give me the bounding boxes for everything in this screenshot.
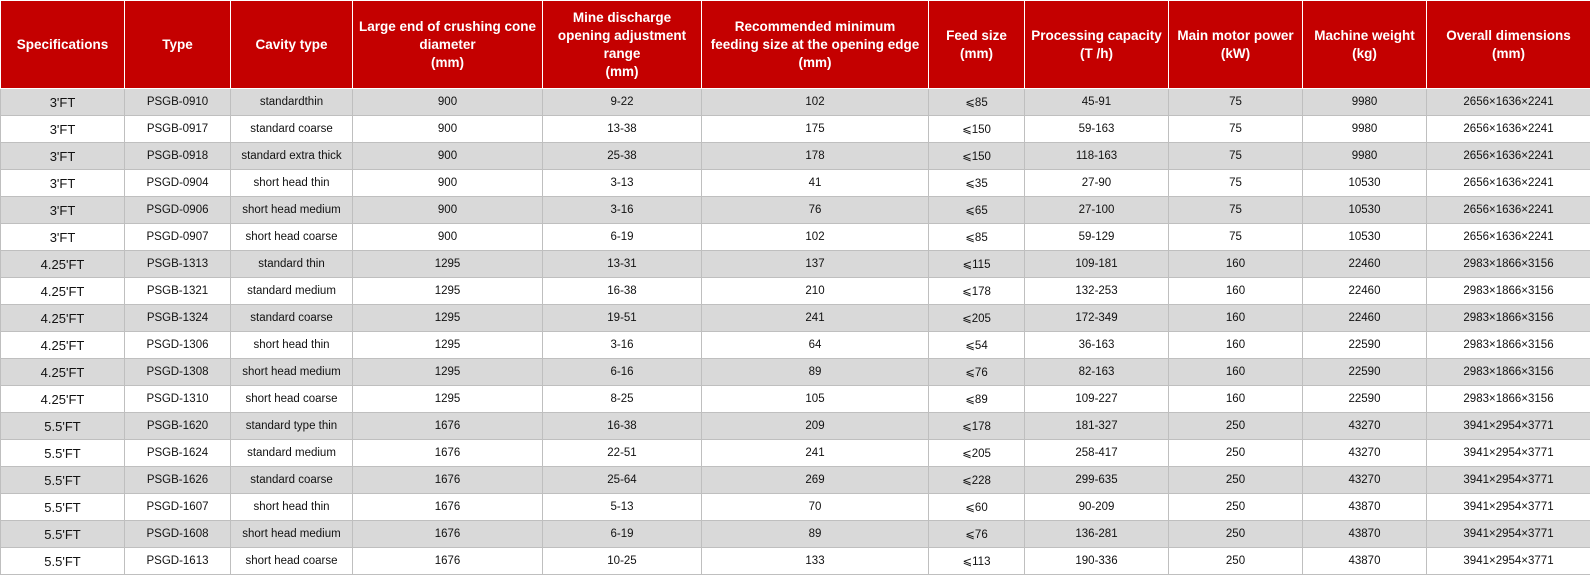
header-min-feeding-size: Recommended minimum feeding size at the opening edge (mm) [702, 1, 929, 89]
cell-processing-capacity: 132-253 [1025, 278, 1169, 305]
header-specifications: Specifications [1, 1, 125, 89]
cell-type: PSGD-1613 [125, 548, 231, 575]
cell-cone-diameter: 1676 [353, 467, 543, 494]
cell-specification: 5.5'FT [1, 494, 125, 521]
cell-specification: 5.5'FT [1, 521, 125, 548]
table-row [1, 251, 1590, 278]
cell-machine-weight: 22460 [1303, 278, 1427, 305]
cell-feed-size: ⩽178 [929, 413, 1025, 440]
cell-min-feeding-size: 102 [702, 224, 929, 251]
cell-min-feeding-size: 209 [702, 413, 929, 440]
cell-discharge-range: 13-38 [543, 116, 702, 143]
table-row [1, 332, 1590, 359]
cell-processing-capacity: 82-163 [1025, 359, 1169, 386]
cell-discharge-range: 25-64 [543, 467, 702, 494]
cell-machine-weight: 22460 [1303, 251, 1427, 278]
cell-specification: 4.25'FT [1, 251, 125, 278]
cell-cone-diameter: 1295 [353, 305, 543, 332]
table-row [1, 359, 1590, 386]
cell-overall-dimensions: 3941×2954×3771 [1427, 548, 1590, 575]
cell-type: PSGB-1321 [125, 278, 231, 305]
header-cavity-type: Cavity type [231, 1, 353, 89]
cell-specification: 5.5'FT [1, 548, 125, 575]
table-row [1, 197, 1590, 224]
cell-type: PSGB-0917 [125, 116, 231, 143]
cell-cone-diameter: 1676 [353, 494, 543, 521]
cell-overall-dimensions: 2983×1866×3156 [1427, 278, 1590, 305]
cell-specification: 3'FT [1, 197, 125, 224]
cell-processing-capacity: 90-209 [1025, 494, 1169, 521]
cell-type: PSGD-1308 [125, 359, 231, 386]
cell-cavity-type: standard coarse [231, 305, 353, 332]
cell-min-feeding-size: 70 [702, 494, 929, 521]
cell-specification: 3'FT [1, 89, 125, 116]
header-motor-power: Main motor power (kW) [1169, 1, 1303, 89]
cell-type: PSGB-1626 [125, 467, 231, 494]
cell-type: PSGD-0907 [125, 224, 231, 251]
header-row [1, 1, 1590, 89]
cell-specification: 5.5'FT [1, 467, 125, 494]
cell-processing-capacity: 59-129 [1025, 224, 1169, 251]
cell-overall-dimensions: 2983×1866×3156 [1427, 305, 1590, 332]
cell-motor-power: 160 [1169, 305, 1303, 332]
cell-type: PSGB-1624 [125, 440, 231, 467]
cell-min-feeding-size: 105 [702, 386, 929, 413]
cell-motor-power: 250 [1169, 440, 1303, 467]
cell-cone-diameter: 900 [353, 224, 543, 251]
cell-machine-weight: 9980 [1303, 116, 1427, 143]
cell-type: PSGB-1620 [125, 413, 231, 440]
table-row [1, 386, 1590, 413]
cell-type: PSGD-1310 [125, 386, 231, 413]
cell-specification: 3'FT [1, 143, 125, 170]
cell-specification: 5.5'FT [1, 440, 125, 467]
cell-min-feeding-size: 102 [702, 89, 929, 116]
cell-motor-power: 160 [1169, 278, 1303, 305]
header-machine-weight: Machine weight (kg) [1303, 1, 1427, 89]
cell-processing-capacity: 172-349 [1025, 305, 1169, 332]
cell-overall-dimensions: 3941×2954×3771 [1427, 440, 1590, 467]
cell-overall-dimensions: 2656×1636×2241 [1427, 143, 1590, 170]
cell-discharge-range: 16-38 [543, 278, 702, 305]
cell-motor-power: 75 [1169, 224, 1303, 251]
cell-specification: 4.25'FT [1, 305, 125, 332]
cell-machine-weight: 43270 [1303, 440, 1427, 467]
cell-processing-capacity: 136-281 [1025, 521, 1169, 548]
cell-machine-weight: 10530 [1303, 224, 1427, 251]
cell-cone-diameter: 900 [353, 116, 543, 143]
cell-cone-diameter: 1676 [353, 413, 543, 440]
cell-overall-dimensions: 2983×1866×3156 [1427, 386, 1590, 413]
cell-discharge-range: 3-13 [543, 170, 702, 197]
cell-motor-power: 250 [1169, 521, 1303, 548]
cell-min-feeding-size: 241 [702, 440, 929, 467]
cell-cone-diameter: 1295 [353, 332, 543, 359]
cell-min-feeding-size: 76 [702, 197, 929, 224]
cell-type: PSGB-1313 [125, 251, 231, 278]
cell-min-feeding-size: 175 [702, 116, 929, 143]
cell-overall-dimensions: 3941×2954×3771 [1427, 494, 1590, 521]
cell-feed-size: ⩽89 [929, 386, 1025, 413]
cell-machine-weight: 9980 [1303, 89, 1427, 116]
cell-specification: 4.25'FT [1, 332, 125, 359]
cell-motor-power: 75 [1169, 197, 1303, 224]
cell-machine-weight: 43870 [1303, 521, 1427, 548]
cell-cavity-type: short head medium [231, 359, 353, 386]
cell-overall-dimensions: 3941×2954×3771 [1427, 521, 1590, 548]
table-row [1, 521, 1590, 548]
cell-processing-capacity: 190-336 [1025, 548, 1169, 575]
cell-min-feeding-size: 269 [702, 467, 929, 494]
cell-specification: 3'FT [1, 170, 125, 197]
cell-machine-weight: 10530 [1303, 170, 1427, 197]
cell-discharge-range: 22-51 [543, 440, 702, 467]
table-row [1, 548, 1590, 575]
table-row [1, 89, 1590, 116]
cell-cavity-type: standard thin [231, 251, 353, 278]
cell-cavity-type: standardthin [231, 89, 353, 116]
cell-feed-size: ⩽150 [929, 116, 1025, 143]
cell-overall-dimensions: 2656×1636×2241 [1427, 89, 1590, 116]
cell-feed-size: ⩽113 [929, 548, 1025, 575]
cell-feed-size: ⩽178 [929, 278, 1025, 305]
cell-cavity-type: standard coarse [231, 467, 353, 494]
cell-specification: 3'FT [1, 116, 125, 143]
cell-motor-power: 160 [1169, 251, 1303, 278]
cell-min-feeding-size: 137 [702, 251, 929, 278]
cell-cone-diameter: 900 [353, 197, 543, 224]
cell-feed-size: ⩽76 [929, 521, 1025, 548]
cell-discharge-range: 19-51 [543, 305, 702, 332]
cell-processing-capacity: 299-635 [1025, 467, 1169, 494]
cell-discharge-range: 3-16 [543, 332, 702, 359]
cell-processing-capacity: 27-100 [1025, 197, 1169, 224]
cell-machine-weight: 22590 [1303, 332, 1427, 359]
cell-motor-power: 250 [1169, 548, 1303, 575]
table-row [1, 143, 1590, 170]
header-processing-capacity: Processing capacity (T /h) [1025, 1, 1169, 89]
cell-discharge-range: 13-31 [543, 251, 702, 278]
cell-overall-dimensions: 2983×1866×3156 [1427, 332, 1590, 359]
cell-processing-capacity: 45-91 [1025, 89, 1169, 116]
table-header [1, 1, 1590, 89]
cell-feed-size: ⩽60 [929, 494, 1025, 521]
table-row [1, 224, 1590, 251]
cell-specification: 3'FT [1, 224, 125, 251]
cell-motor-power: 75 [1169, 89, 1303, 116]
header-type: Type [125, 1, 231, 89]
cell-type: PSGD-0904 [125, 170, 231, 197]
cell-type: PSGB-1324 [125, 305, 231, 332]
cell-feed-size: ⩽150 [929, 143, 1025, 170]
cell-discharge-range: 6-19 [543, 521, 702, 548]
cell-feed-size: ⩽35 [929, 170, 1025, 197]
header-cone-diameter: Large end of crushing cone diameter (mm) [353, 1, 543, 89]
cell-feed-size: ⩽115 [929, 251, 1025, 278]
cell-cone-diameter: 1295 [353, 251, 543, 278]
cell-processing-capacity: 118-163 [1025, 143, 1169, 170]
cell-discharge-range: 8-25 [543, 386, 702, 413]
cell-motor-power: 250 [1169, 413, 1303, 440]
cell-overall-dimensions: 3941×2954×3771 [1427, 413, 1590, 440]
header-overall-dimensions: Overall dimensions (mm) [1427, 1, 1590, 89]
cell-motor-power: 75 [1169, 116, 1303, 143]
cell-cavity-type: standard medium [231, 440, 353, 467]
cell-cone-diameter: 1295 [353, 359, 543, 386]
cell-motor-power: 160 [1169, 359, 1303, 386]
cell-cone-diameter: 900 [353, 170, 543, 197]
cell-min-feeding-size: 89 [702, 521, 929, 548]
cell-discharge-range: 9-22 [543, 89, 702, 116]
header-feed-size: Feed size (mm) [929, 1, 1025, 89]
cell-cavity-type: standard coarse [231, 116, 353, 143]
cell-cavity-type: short head coarse [231, 224, 353, 251]
cell-machine-weight: 22460 [1303, 305, 1427, 332]
cell-processing-capacity: 59-163 [1025, 116, 1169, 143]
cell-discharge-range: 10-25 [543, 548, 702, 575]
table-row [1, 413, 1590, 440]
cell-min-feeding-size: 241 [702, 305, 929, 332]
cell-feed-size: ⩽85 [929, 224, 1025, 251]
cell-type: PSGD-1607 [125, 494, 231, 521]
table-row [1, 467, 1590, 494]
cell-overall-dimensions: 2656×1636×2241 [1427, 116, 1590, 143]
cell-cavity-type: short head thin [231, 332, 353, 359]
cell-motor-power: 160 [1169, 386, 1303, 413]
cell-feed-size: ⩽65 [929, 197, 1025, 224]
cell-overall-dimensions: 2656×1636×2241 [1427, 224, 1590, 251]
cell-discharge-range: 16-38 [543, 413, 702, 440]
cell-type: PSGB-0910 [125, 89, 231, 116]
cell-discharge-range: 25-38 [543, 143, 702, 170]
table-row [1, 305, 1590, 332]
cell-cavity-type: standard extra thick [231, 143, 353, 170]
cell-type: PSGD-1608 [125, 521, 231, 548]
cell-min-feeding-size: 210 [702, 278, 929, 305]
cell-cavity-type: short head thin [231, 170, 353, 197]
cell-specification: 4.25'FT [1, 359, 125, 386]
cell-min-feeding-size: 178 [702, 143, 929, 170]
cell-processing-capacity: 36-163 [1025, 332, 1169, 359]
cell-processing-capacity: 109-181 [1025, 251, 1169, 278]
cell-machine-weight: 9980 [1303, 143, 1427, 170]
cell-machine-weight: 43870 [1303, 494, 1427, 521]
cell-discharge-range: 5-13 [543, 494, 702, 521]
cell-cone-diameter: 1676 [353, 440, 543, 467]
cell-specification: 4.25'FT [1, 278, 125, 305]
table-row [1, 440, 1590, 467]
table-body [1, 89, 1590, 575]
cell-processing-capacity: 181-327 [1025, 413, 1169, 440]
cell-specification: 4.25'FT [1, 386, 125, 413]
cell-discharge-range: 6-19 [543, 224, 702, 251]
cell-cavity-type: short head coarse [231, 386, 353, 413]
table-row [1, 170, 1590, 197]
cell-feed-size: ⩽228 [929, 467, 1025, 494]
cell-min-feeding-size: 64 [702, 332, 929, 359]
cell-discharge-range: 3-16 [543, 197, 702, 224]
header-discharge-range: Mine discharge opening adjustment range (mm) [543, 1, 702, 89]
cell-processing-capacity: 109-227 [1025, 386, 1169, 413]
cell-overall-dimensions: 3941×2954×3771 [1427, 467, 1590, 494]
cell-machine-weight: 43270 [1303, 467, 1427, 494]
table-row [1, 278, 1590, 305]
cell-feed-size: ⩽205 [929, 305, 1025, 332]
cell-overall-dimensions: 2656×1636×2241 [1427, 197, 1590, 224]
cell-cone-diameter: 1676 [353, 548, 543, 575]
cell-cavity-type: short head medium [231, 197, 353, 224]
cell-cavity-type: short head medium [231, 521, 353, 548]
cell-machine-weight: 43270 [1303, 413, 1427, 440]
cell-cavity-type: short head coarse [231, 548, 353, 575]
cell-machine-weight: 10530 [1303, 197, 1427, 224]
cell-type: PSGD-1306 [125, 332, 231, 359]
cell-machine-weight: 43870 [1303, 548, 1427, 575]
cell-cone-diameter: 900 [353, 89, 543, 116]
cell-motor-power: 250 [1169, 494, 1303, 521]
cell-motor-power: 75 [1169, 143, 1303, 170]
cell-overall-dimensions: 2983×1866×3156 [1427, 359, 1590, 386]
cell-feed-size: ⩽205 [929, 440, 1025, 467]
cell-motor-power: 75 [1169, 170, 1303, 197]
cell-motor-power: 160 [1169, 332, 1303, 359]
table-row [1, 116, 1590, 143]
cell-feed-size: ⩽76 [929, 359, 1025, 386]
cell-machine-weight: 22590 [1303, 359, 1427, 386]
cell-cavity-type: standard medium [231, 278, 353, 305]
cell-cone-diameter: 1295 [353, 278, 543, 305]
cell-min-feeding-size: 41 [702, 170, 929, 197]
cell-type: PSGB-0918 [125, 143, 231, 170]
cell-processing-capacity: 27-90 [1025, 170, 1169, 197]
cell-discharge-range: 6-16 [543, 359, 702, 386]
cell-min-feeding-size: 89 [702, 359, 929, 386]
cell-overall-dimensions: 2656×1636×2241 [1427, 170, 1590, 197]
cell-cavity-type: standard type thin [231, 413, 353, 440]
cell-cone-diameter: 1676 [353, 521, 543, 548]
cell-specification: 5.5'FT [1, 413, 125, 440]
cell-processing-capacity: 258-417 [1025, 440, 1169, 467]
table-row [1, 494, 1590, 521]
cell-motor-power: 250 [1169, 467, 1303, 494]
cell-cavity-type: short head thin [231, 494, 353, 521]
cell-overall-dimensions: 2983×1866×3156 [1427, 251, 1590, 278]
cell-machine-weight: 22590 [1303, 386, 1427, 413]
cell-min-feeding-size: 133 [702, 548, 929, 575]
cell-cone-diameter: 900 [353, 143, 543, 170]
cell-type: PSGD-0906 [125, 197, 231, 224]
cell-feed-size: ⩽85 [929, 89, 1025, 116]
cell-feed-size: ⩽54 [929, 332, 1025, 359]
cell-cone-diameter: 1295 [353, 386, 543, 413]
